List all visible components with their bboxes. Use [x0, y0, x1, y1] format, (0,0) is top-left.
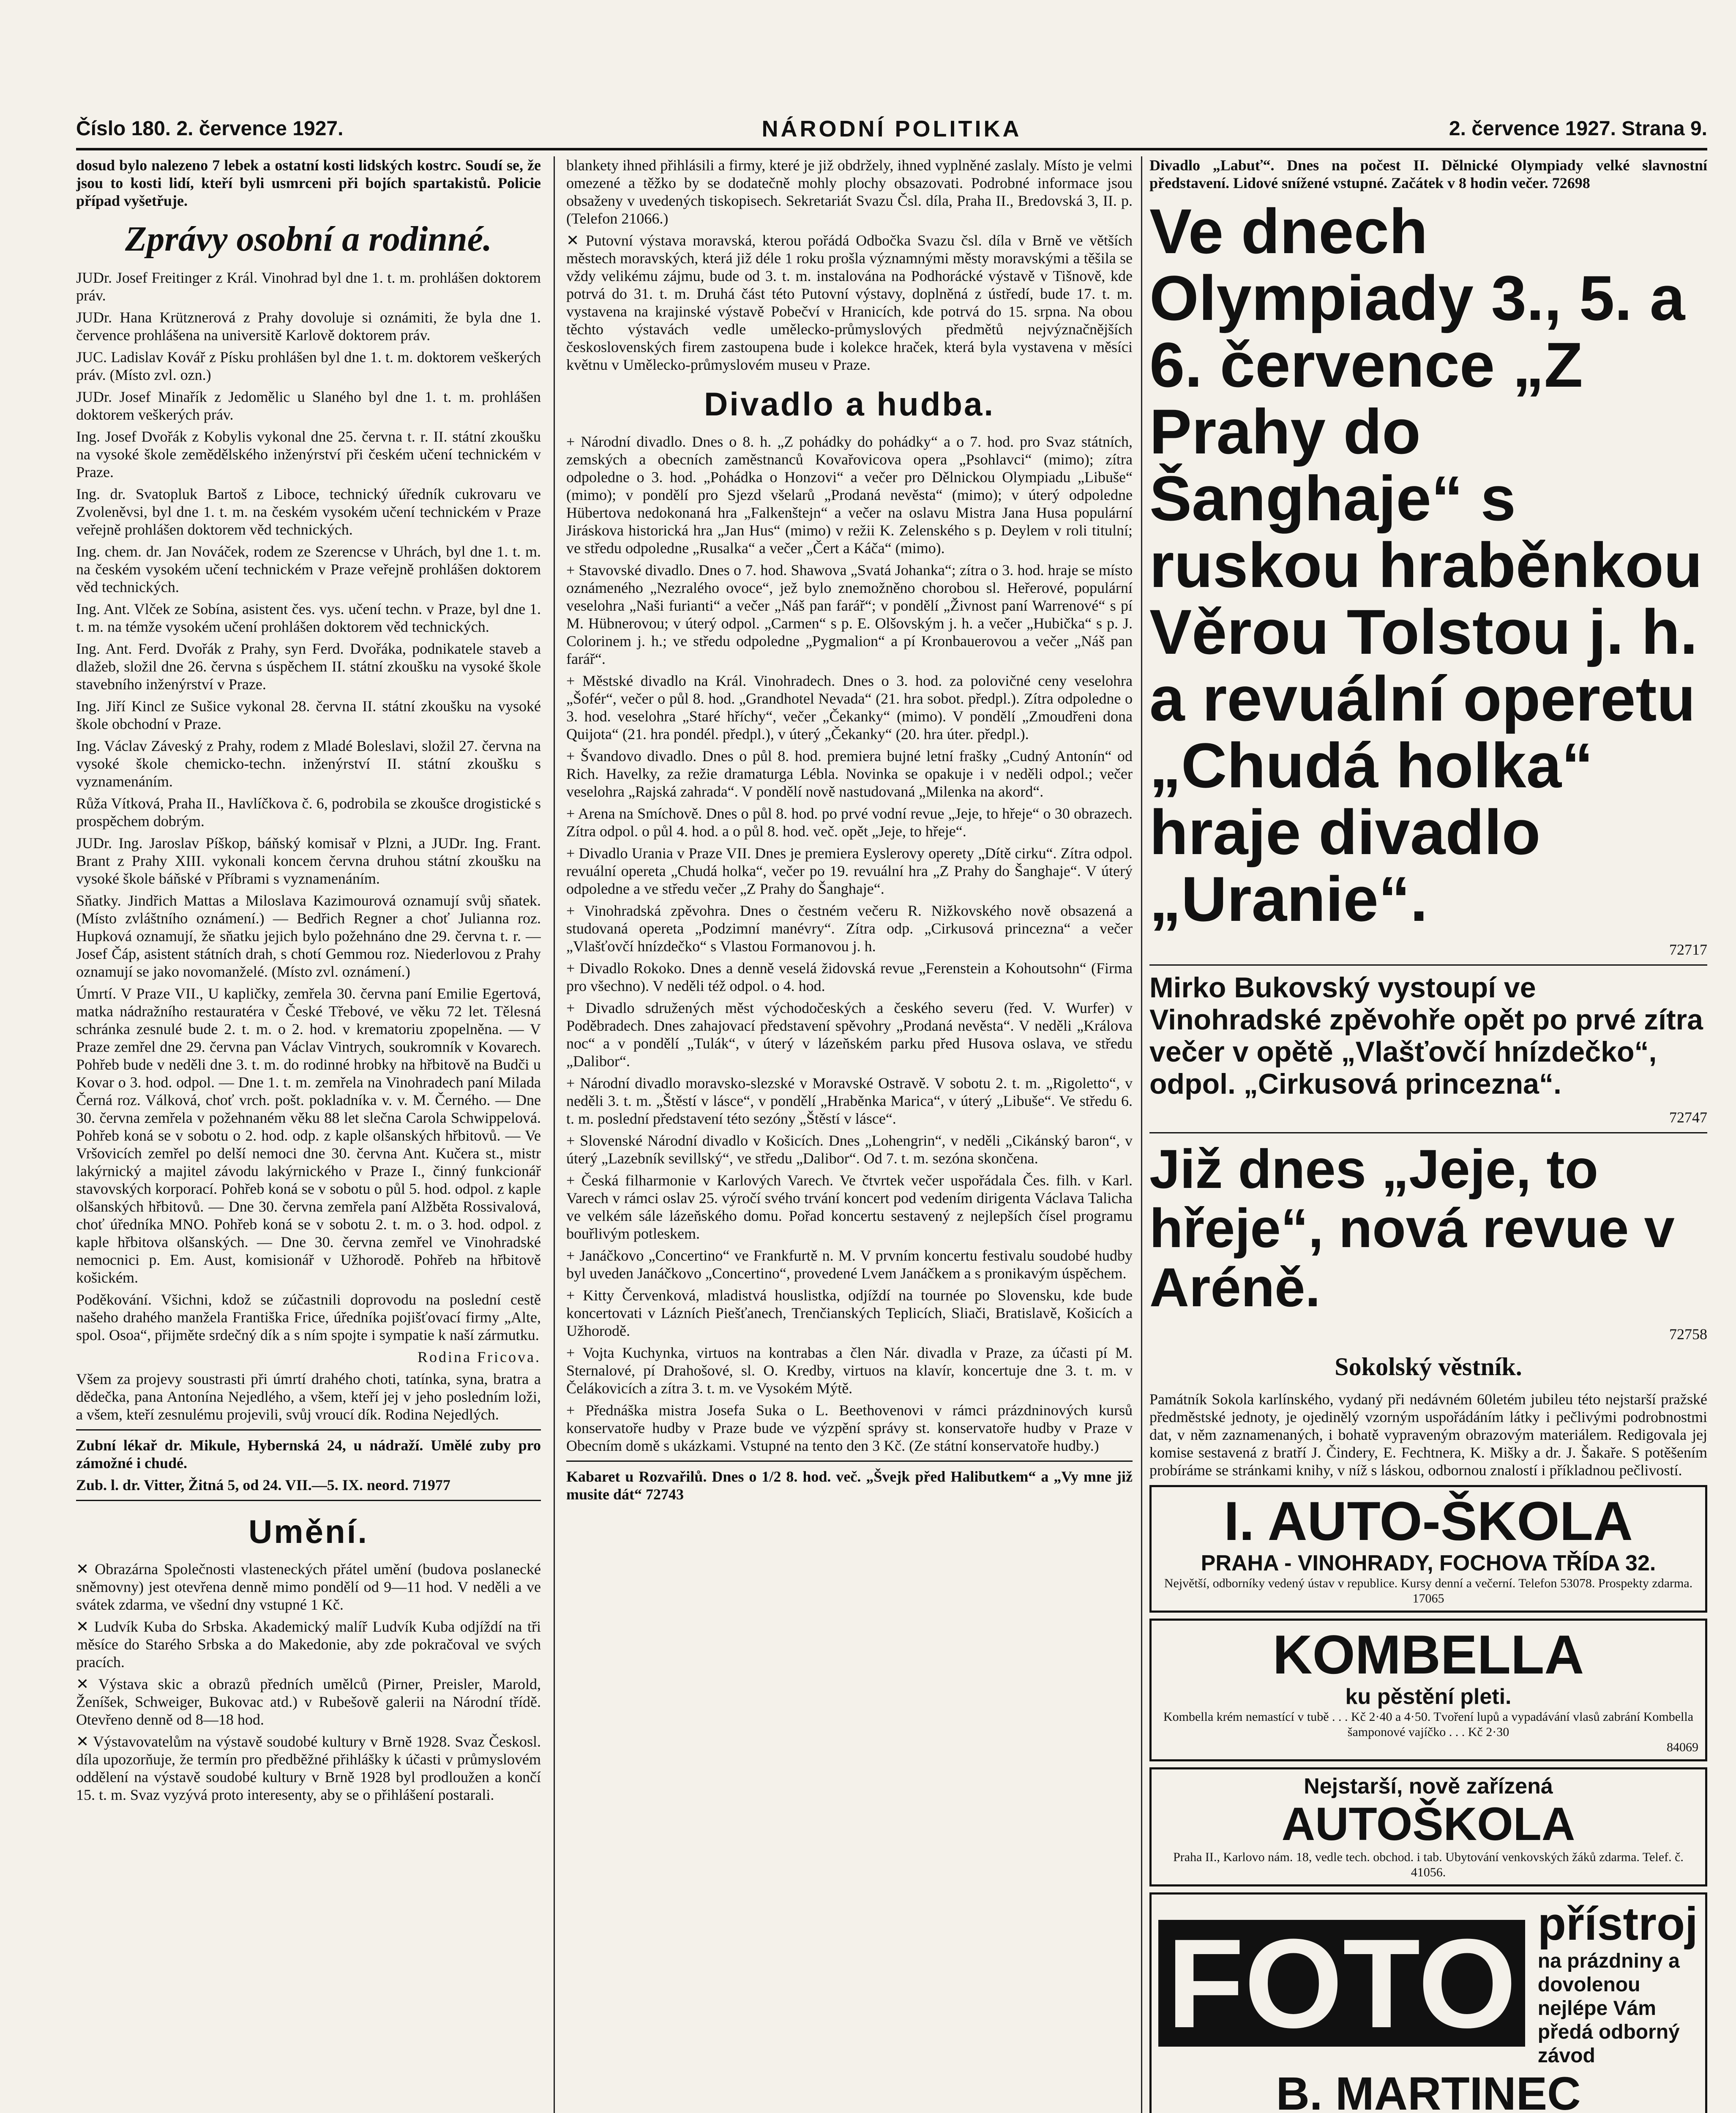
advert-code: 72717 [1669, 941, 1707, 958]
personal-item: JUDr. Hana Krütznerová z Prahy dovoluje si oznámiti, že byla dne 1. července prohlášena na universitě Karlově doktorem práv. [76, 309, 541, 344]
theatre-item: + Přednáška mistra Josefa Suka o L. Beethovenovi v rámci prázdninových kursů konservatoře hudby v Praze bude ve výzpění správy st. konservatoře hudby v Praze v Obecním domě s ukázkami. Vstupné na tento den 3 Kč. (Ze státní konservatoře hudby.) [566, 1402, 1133, 1454]
cabaret-notice: Kabaret u Rozvařilů. Dnes o 1/2 8. hod. več. „Švejk před Halibutkem“ a „Vy mne již musite dát“ 72743 [566, 1468, 1133, 1503]
column-3 [1149, 156, 1707, 2113]
advert-text: Praha II., Karlovo nám. 18, vedle tech. obchod. i tab. Ubytování venkovských žáků zdarma. Telef. č. 41056. [1173, 1850, 1684, 1879]
notice-dentist-1: Zubní lékař dr. Mikule, Hybernská 24, u nádraží. Umělé zuby pro zámožné i chudé. [76, 1437, 541, 1471]
theatre-item: + Janáčkovo „Concertino“ ve Frankfurtě n. M. V prvním koncertu festivalu soudobé hudby byl uveden Janáčkovo „Concertino“, provedené Lvem Janáčkem a s pronikavým úspěchem. [566, 1247, 1133, 1282]
theatre-item: + Divadlo sdružených měst východočeských a českého severu (řed. V. Wurfer) v Poděbradech. Dnes zahajovací představení spěvohry „Prodaná nevěsta“. V neděli „Králova noc“ a v pondělí „Tulák“, v úterý v lázeňském parku před Husova oslava, ve středu „Dalibor“. [566, 999, 1133, 1070]
advert-code: 72758 [1669, 1326, 1707, 1343]
foto-name: B. MARTINEC [1276, 2068, 1581, 2113]
sokol-item: Památník Sokola karlínského, vydaný při nedávném 60letém jubileu této nejstarší pražské předměstské jednoty, je ojedinělý vzorným uspořádáním látky i pečlivými podrobnostmi dat, v něm zaznamenaných, i bohatě vypraveným obrazovým materiálem. Redigovala jej komise sestavená z bratří J. Čindery, E. Fechtnera, K. Mišky a dr. J. Šakaře. S potěšením probíráme se stránkami knihy, v níž s láskou, odbornou znalostí i příkladnou pečlivostí. [1149, 1391, 1707, 1479]
theatre-item: + Divadlo Rokoko. Dnes a denně veselá židovská revue „Ferenstein a Kohoutsohn“ (Firma pro všechno). V neděli též odpol. o 4. hod. [566, 960, 1133, 994]
newspaper-title: NÁRODNÍ POLITIKA [762, 116, 1022, 142]
theatre-item: + Vinohradská zpěvohra. Dnes o čestném večeru R. Nižkovského nově obsazená a studovaná opereta „Podzimní manévry“. Zítra odp. „Cirkusová princezna“ a večer „Vlašťovčí hnízdečko“ s Vlastou Formanovou j. h. [566, 902, 1133, 955]
theatre-item: + Národní divadlo. Dnes o 8. h. „Z pohádky do pohádky“ a o 7. hod. pro Svaz státních, zemských a obecních zaměstnanců Kovařovicova opera „Psohlavci“ (mimo); zítra odpoledne o 3. hod. „Pohádka o Honzovi“ a večer pro Dělnickou Olympiadu „Libuše“ (mimo); v pondělí pro Sjezd všelarů „Prodaná nevěsta“ (mimo); v úterý odpoledne Hübertova nedokonaná hra „Falkenštejn“ a večer na oslavu Mistra Jana Husa populární Jiráskova historická hra „Jan Hus“ (mimo) v režii K. Zelenského s p. Deylem v roli titulní; ve středu odpoledne „Rusalka“ a večer „Čert a Káča“ (mimo). [566, 433, 1133, 557]
art-item: ✕ Výstavovatelům na výstavě soudobé kultury v Brně 1928. Svaz Českosl. díla upozorňuje, že termín pro předběžné přihlášky k účasti v průmyslovém oddělení na výstavě soudobé kultury v Brně 1928 byl prodloužen a končí 15. t. m. Svaz vyzývá proto interesenty, aby se o přihlášení postarali. [76, 1733, 541, 1803]
auto-school-advert-1 [1149, 1485, 1707, 1613]
foto-advert [1149, 1892, 1707, 2113]
labut-notice: Divadlo „Labuť“. Dnes na počest II. Dělnické Olympiady velké slavnostní představení. Lidové snížené vstupné. Začátek v 8 hodin večer. 72698 [1149, 157, 1707, 191]
col2-news: ✕ Putovní výstava moravská, kterou pořádá Odbočka Svazu čsl. díla v Brně ve větších městech moravských, která již déle 1 roku prošla významnými městy moravskými a těšila se vždy velikému zájmu, bude od 3. t. m. instalována na Podhorácké výstavě v Tišnově, kde potrvá do 31. t. m. Druhá část této Putovní výstavy, doplněná z ústředí, bude 17. t. m. vystavena na krajinské výstavě Pobečví v Hranicích, kde potrvá do 15. srpna. Na obou těchto výstavách vedle umělecko-průmyslových předmětů nejvýznačnějších československých firem zastoupena bude i kolekce hraček, která byla vystavena v měsíci květnu v Umělecko-průmyslovém museu v Praze. [566, 232, 1133, 373]
separator [1149, 964, 1707, 966]
foto-line-2: na prázdniny a dovolenou nejlépe Vám předá odborný závod [1537, 1950, 1680, 2067]
theatre-item: + Česká filharmonie v Karlových Varech. Ve čtvrtek večer uspořádala Čes. filh. v Karl. Varech v rámci oslav 25. výročí svého trvání koncert pod vedením dirigenta Václava Talicha ve velkém sále lázeňského domu. Pořad koncertu sestavený z nejlepších čísel programu bouřlivým potleskem. [566, 1172, 1133, 1242]
personal-item: Úmrtí. V Praze VII., U kapličky, zemřela 30. června paní Emilie Egertová, matka nádražního restauratéra v České Třebové, ve věku 72 let. Tělesná schránka zesnulé bude 2. t. m. o 2. hod. v krematoriu zpopelněna. — V Praze zemřel dne 29. června pan Václav Vintrych, soukromník v Kovarech. Pohřeb bude v neděli dne 3. t. m. do rodinné hrobky na hřbitově na Budči u Kovar o 3. hod. odpol. — Dne 1. t. m. zemřela na Vinohradech paní Milada Černá roz. Válková, choť vrch. pošt. pokladníka v. v. M. Černého. — Dne 30. června zemřela v požehnaném věku 88 let slečna Carola Schwippelová. Pohřeb koná se v sobotu o 2. hod. odp. z kaple olšanských hřbitovů. — Ve Vršovicích zemřel po delší nemoci dne 30. června Ant. Kučera st., mistr lakýrnický a majitel závodu lakýrnického v Praze I., činný funkcionář stavovských korporací. Pohřeb koná se v sobotu o půl 5. hod. odpol. z kaple olšanských hřbitovů. — Dne 30. června zemřela paní Alžběta Rossivalová, choť úředníka MNO. Pohřeb koná se v sobotu 2. t. m. o 3. hod. odpol. z kaple hřbitova olšanských. — Dne 30. června zemřel ve Vinohradské nemocnici p. Em. Aust, komisionář v Užhorodě. Pohřeb na hřbitově košickém. [76, 985, 541, 1286]
foto-advert-top [1158, 1899, 1698, 2068]
art-item: ✕ Výstava skic a obrazů předních umělců (Pirner, Preisler, Marold, Ženíšek, Schweiger, Bukovac atd.) v Rubešově galerii na Národní třídě. Otevřeno denně od 8—18 hod. [76, 1676, 541, 1728]
bukovsky-advert: Mirko Bukovský vystoupí ve Vinohradské zpěvohře opět po prvé zítra večer v opětě „Vlašťovčí hnízdečko“, odpol. „Cirkusová princezna“. [1149, 972, 1703, 1100]
advert-text: Kombella krém nemastící v tubě . . . Kč 2·40 a 4·50. Tvoření lupů a vypadávání vlasů zabrání Kombella šamponové vajíčko . . . Kč 2·30 [1163, 1710, 1694, 1739]
newspaper-page [76, 110, 1707, 2113]
advert-title: AUTOŠKOLA [1281, 1798, 1575, 1850]
auto-school-advert-2 [1149, 1767, 1707, 1886]
separator [76, 1429, 541, 1431]
advert-text: Největší, odborníky vedený ústav v republice. Kursy denní a večerní. Telefon 53078. Prospekty zdarma. 17065 [1164, 1576, 1693, 1605]
art-item: ✕ Ludvík Kuba do Srbska. Akademický malíř Ludvík Kuba odjíždí na tři měsíce do Starého Srbska a do Makedonie, aby zde pokračoval ve svých pracích. [76, 1618, 541, 1671]
personal-item: Ing. Ant. Ferd. Dvořák z Prahy, syn Ferd. Dvořáka, podnikatele staveb a dlažeb, složil dne 26. června s úspěchem II. státní zkoušku na vysoké škole stavebního inženýrství v Praze. [76, 640, 541, 693]
advert-code: 84069 [1667, 1740, 1698, 1754]
personal-item: JUC. Ladislav Kovář z Písku prohlášen byl dne 1. t. m. doktorem veškerých práv. (Místo zvl. ozn.) [76, 349, 541, 383]
theatre-item: + Kitty Červenková, mladistvá houslistka, odjíždí na tournée po Slovensku, kde bude koncertovati v Lázních Piešťanech, Trenčianských Teplicích, Sliači, Bratislavě, Košicích a Užhorodě. [566, 1287, 1133, 1339]
theatre-item: + Slovenské Národní divadlo v Košicích. Dnes „Lohengrin“, v neděli „Cikánský baron“, v úterý „Lazebník sevillský“, ve středu „Dalibor“. Od 7. t. m. sezóna skončena. [566, 1132, 1133, 1167]
separator [76, 1500, 541, 1501]
section-heading-sokol: Sokolský věstník. [1335, 1353, 1522, 1381]
page-number: 2. července 1927. Strana 9. [1449, 117, 1707, 140]
issue-number: Číslo 180. 2. července 1927. [76, 117, 344, 140]
theatre-item: + Arena na Smíchově. Dnes o půl 8. hod. po prvé vodní revue „Jeje, to hřeje“ o 30 obrazech. Zítra odpol. o půl 4. hod. a o půl 8. hod. več. opět „Jeje, to hřeje“. [566, 805, 1133, 840]
personal-item: Ing. Josef Dvořák z Kobylis vykonal dne 25. června t. r. II. státní zkoušku na vysoké škole zemědělského inženýrství při českém učení technickém v Praze. [76, 428, 541, 480]
advert-title: KOMBELLA [1272, 1624, 1584, 1685]
personal-item: Ing. Václav Záveský z Prahy, rodem z Mladé Boleslavi, složil 27. června na vysoké škole chemicko-techn. inženýrství II. státní zkoušku s vyznamenáním. [76, 737, 541, 790]
personal-item: JUDr. Josef Minařík z Jedomělic u Slaného byl dne 1. t. m. prohlášen doktorem veškerých práv. [76, 388, 541, 423]
theatre-item: + Divadlo Urania v Praze VII. Dnes je premiera Eyslerovy operety „Dítě cirku“. Zítra odpol. revuální opereta „Chudá holka“, večer po 19. revuální hra „Z Prahy do Šanghaje“. V úterý odpoledne a ve středu večer „Z Prahy do Šanghaje“. [566, 845, 1133, 897]
theatre-item: + Národní divadlo moravsko-slezské v Moravské Ostravě. V sobotu 2. t. m. „Rigoletto“, v neděli 3. t. m. „Štěstí v lásce“, v pondělí „Hraběnka Marica“, v úterý „Libuše“. Ve středu 6. t. m. poslední představení této sezóny „Štěstí v lásce“. [566, 1075, 1133, 1127]
separator [1149, 1132, 1707, 1133]
column-rule-1 [554, 156, 555, 2113]
personal-item: Ing. chem. dr. Jan Nováček, rodem ze Szerencse v Uhrách, byl dne 1. t. m. na českém vysokém učení technickém v Praze veřejně prohlášen doktorem věd technických. [76, 543, 541, 595]
foto-word: FOTO [1158, 1920, 1525, 2047]
theatre-item: + Stavovské divadlo. Dnes o 7. hod. Shawova „Svatá Johanka“; zítra o 3. hod. hraje se místo oznámeného „Nezralého ovoce“, jež bylo znemožněno chorobou sl. Heřerové, populární veselohra „Naši furianti“ a večer „Náš pan farář“; v pondělí „Živnost paní Warrenové“ s pí M. Hübnerovou; v úterý odpol. „Carmen“ s p. E. Olšovským j. h. a večer „Hubička“ s p. J. Colorinem j. h.; ve středu odpoledne „Pygmalion“ a pí Kronbauerovou a večer „Náš pan farář“. [566, 562, 1133, 667]
signature: Rodina Fricova. [418, 1349, 541, 1365]
advert-subtitle: PRAHA - VINOHRADY, FOCHOVA TŘÍDA 32. [1201, 1551, 1656, 1575]
separator [566, 1461, 1133, 1462]
page-header [76, 110, 1707, 150]
column-2 [566, 156, 1133, 2113]
col1-intro: dosud bylo nalezeno 7 lebek a ostatní kosti lidských kostrc. Soudí se, že jsou to kosti lidí, kteří byli usmrceni při bojích spartakistů. Policie případ vyšetřuje. [76, 157, 541, 209]
notice-dentist-2: Zub. l. dr. Vitter, Žitná 5, od 24. VII.—5. IX. neord. 71977 [76, 1477, 450, 1493]
section-heading-art: Umění. [248, 1513, 369, 1550]
kombella-advert [1149, 1619, 1707, 1761]
art-item: ✕ Obrazárna Společnosti vlasteneckých přátel umění (budova poslanecké sněmovny) jest otevřena denně mimo pondělí od 9—11 hod. V neděli a ve svátek zdarma, ve všední dny vstupné 1 Kč. [76, 1561, 541, 1613]
section-heading-theatre: Divadlo a hudba. [704, 385, 995, 423]
personal-item: Růža Vítková, Praha II., Havlíčkova č. 6, podrobila se zkoušce drogistické s prospěchem dobrým. [76, 795, 541, 830]
theatre-item: + Švandovo divadlo. Dnes o půl 8. hod. premiera bujné letní frašky „Cudný Antonín“ od Rich. Havelky, za režie dramaturga Lébla. Novinka se opakuje i v neděli odpol.; večer veselohra „Rajská zahrada“. V pondělí nově nastudovaná „Milenka na akord“. [566, 748, 1133, 800]
advert-subtitle: ku pěstění pleti. [1345, 1684, 1512, 1709]
advert-code: 72747 [1669, 1109, 1707, 1126]
personal-item: Ing. dr. Svatopluk Bartoš z Liboce, technický úředník cukrovaru ve Zvoleněvsi, byl dne 1. t. m. na českém vysokém učení technickém v Praze veřejně prohlášen doktorem věd technických. [76, 486, 541, 538]
personal-item: Poděkování. Všichni, kdož se zúčastnili doprovodu na poslední cestě našeho drahého manžela Františka Frice, úředníka pojišťovací firmy „Alte, spol. Osoa“, přijměte srdečný dík a s ním spojte i sympatie k naší zármutku. [76, 1291, 541, 1343]
personal-item: Sňatky. Jindřich Mattas a Miloslava Kazimourová oznamují svůj sňatek. (Místo zvláštního oznámení.) — Bedřich Regner a choť Julianna roz. Hupková oznamují, že sňatku jejich bylo požehnáno dne 29. června t. r. — Josef Čáp, asistent státních drah, s chotí Gemmou roz. Niederlovou z Prahy oznamují se jako novomanželé. (Místo zvl. oznámení.) [76, 892, 541, 980]
uranie-advert: Ve dnech Olympiady 3., 5. a 6. července „Z Prahy do Šanghaje“ s ruskou hraběnkou Věrou Tolstou j. h. a revuální operetu „Chudá holka“ hraje divadlo „Uranie“. [1149, 196, 1703, 934]
foto-right [1538, 1899, 1698, 2068]
advert-title: I. AUTO-ŠKOLA [1224, 1490, 1633, 1552]
foto-line-1: přístroj [1537, 1898, 1698, 1950]
advert-top: Nejstarší, nově zařízená [1304, 1774, 1553, 1799]
personal-item: Ing. Jiří Kincl ze Sušice vykonal 28. června II. státní zkoušku na vysoké škole obchodní v Praze. [76, 698, 541, 732]
personal-item: Všem za projevy soustrasti při úmrtí drahého choti, tatínka, syna, bratra a dědečka, pana Antonína Nejedlého, a všem, kteří jej v jeho posledním loži, a všem, kteří zesnulému projevili, svůj vroucí dík. Rodina Nejedlých. [76, 1370, 541, 1423]
section-heading-personal: Zprávy osobní a rodinné. [125, 219, 492, 259]
personal-item: JUDr. Ing. Jaroslav Píškop, báňský komisař v Plzni, a JUDr. Ing. Frant. Brant z Prahy XIII. vykonali koncem června druhou státní zkoušku na vysoké škole báňské v Příbrami s vyznamenáním. [76, 835, 541, 887]
theatre-item: + Městské divadlo na Král. Vinohradech. Dnes o 3. hod. za polovičné ceny veselohra „Šofér“, večer o půl 8. hod. „Grandhotel Nevada“ (21. hra sobot. předpl.). Zítra odpoledne o 3. hod. veselohra „Staré hříchy“, večer „Čekanky“ (mimo). V pondělí „Zmoudřeni dona Quijota“ (21. hra pondél. předpl.), v úterý „Čekanky“ (20. hra úter. předpl.). [566, 672, 1133, 743]
theatre-item: + Vojta Kuchynka, virtuos na kontrabas a člen Nár. divadla v Praze, za účasti pí M. Sternalové, pí Drahošové, sl. O. Kredby, virtuos na klavír, koncertuje dne 3. t. m. v Čelákovicích a zítra 3. t. m. ve Vysokém Mýtě. [566, 1344, 1133, 1397]
col2-intro: blankety ihned přihlásili a firmy, které je již obdržely, ihned vyplněné zaslaly. Místo je velmi omezené a těžko by se dodatečně mohly plochy obsazovati. Podrobné informace jsou obsaženy v uvedených tiskopisech. Sekretariát Svazu Čsl. díla, Praha II., Bredovská 3, II. p. (Telefon 21066.) [566, 157, 1133, 227]
column-1 [76, 156, 541, 2113]
personal-item: JUDr. Josef Freitinger z Král. Vinohrad byl dne 1. t. m. prohlášen doktorem práv. [76, 269, 541, 304]
column-rule-2 [1141, 156, 1142, 2113]
arena-advert: Již dnes „Jeje, to hřeje“, nová revue v Aréně. [1149, 1138, 1675, 1318]
personal-item: Ing. Ant. Vlček ze Sobína, asistent čes. vys. učení techn. v Praze, byl dne 1. t. m. na témže vysokém učení prohlášen doktorem věd technických. [76, 601, 541, 635]
